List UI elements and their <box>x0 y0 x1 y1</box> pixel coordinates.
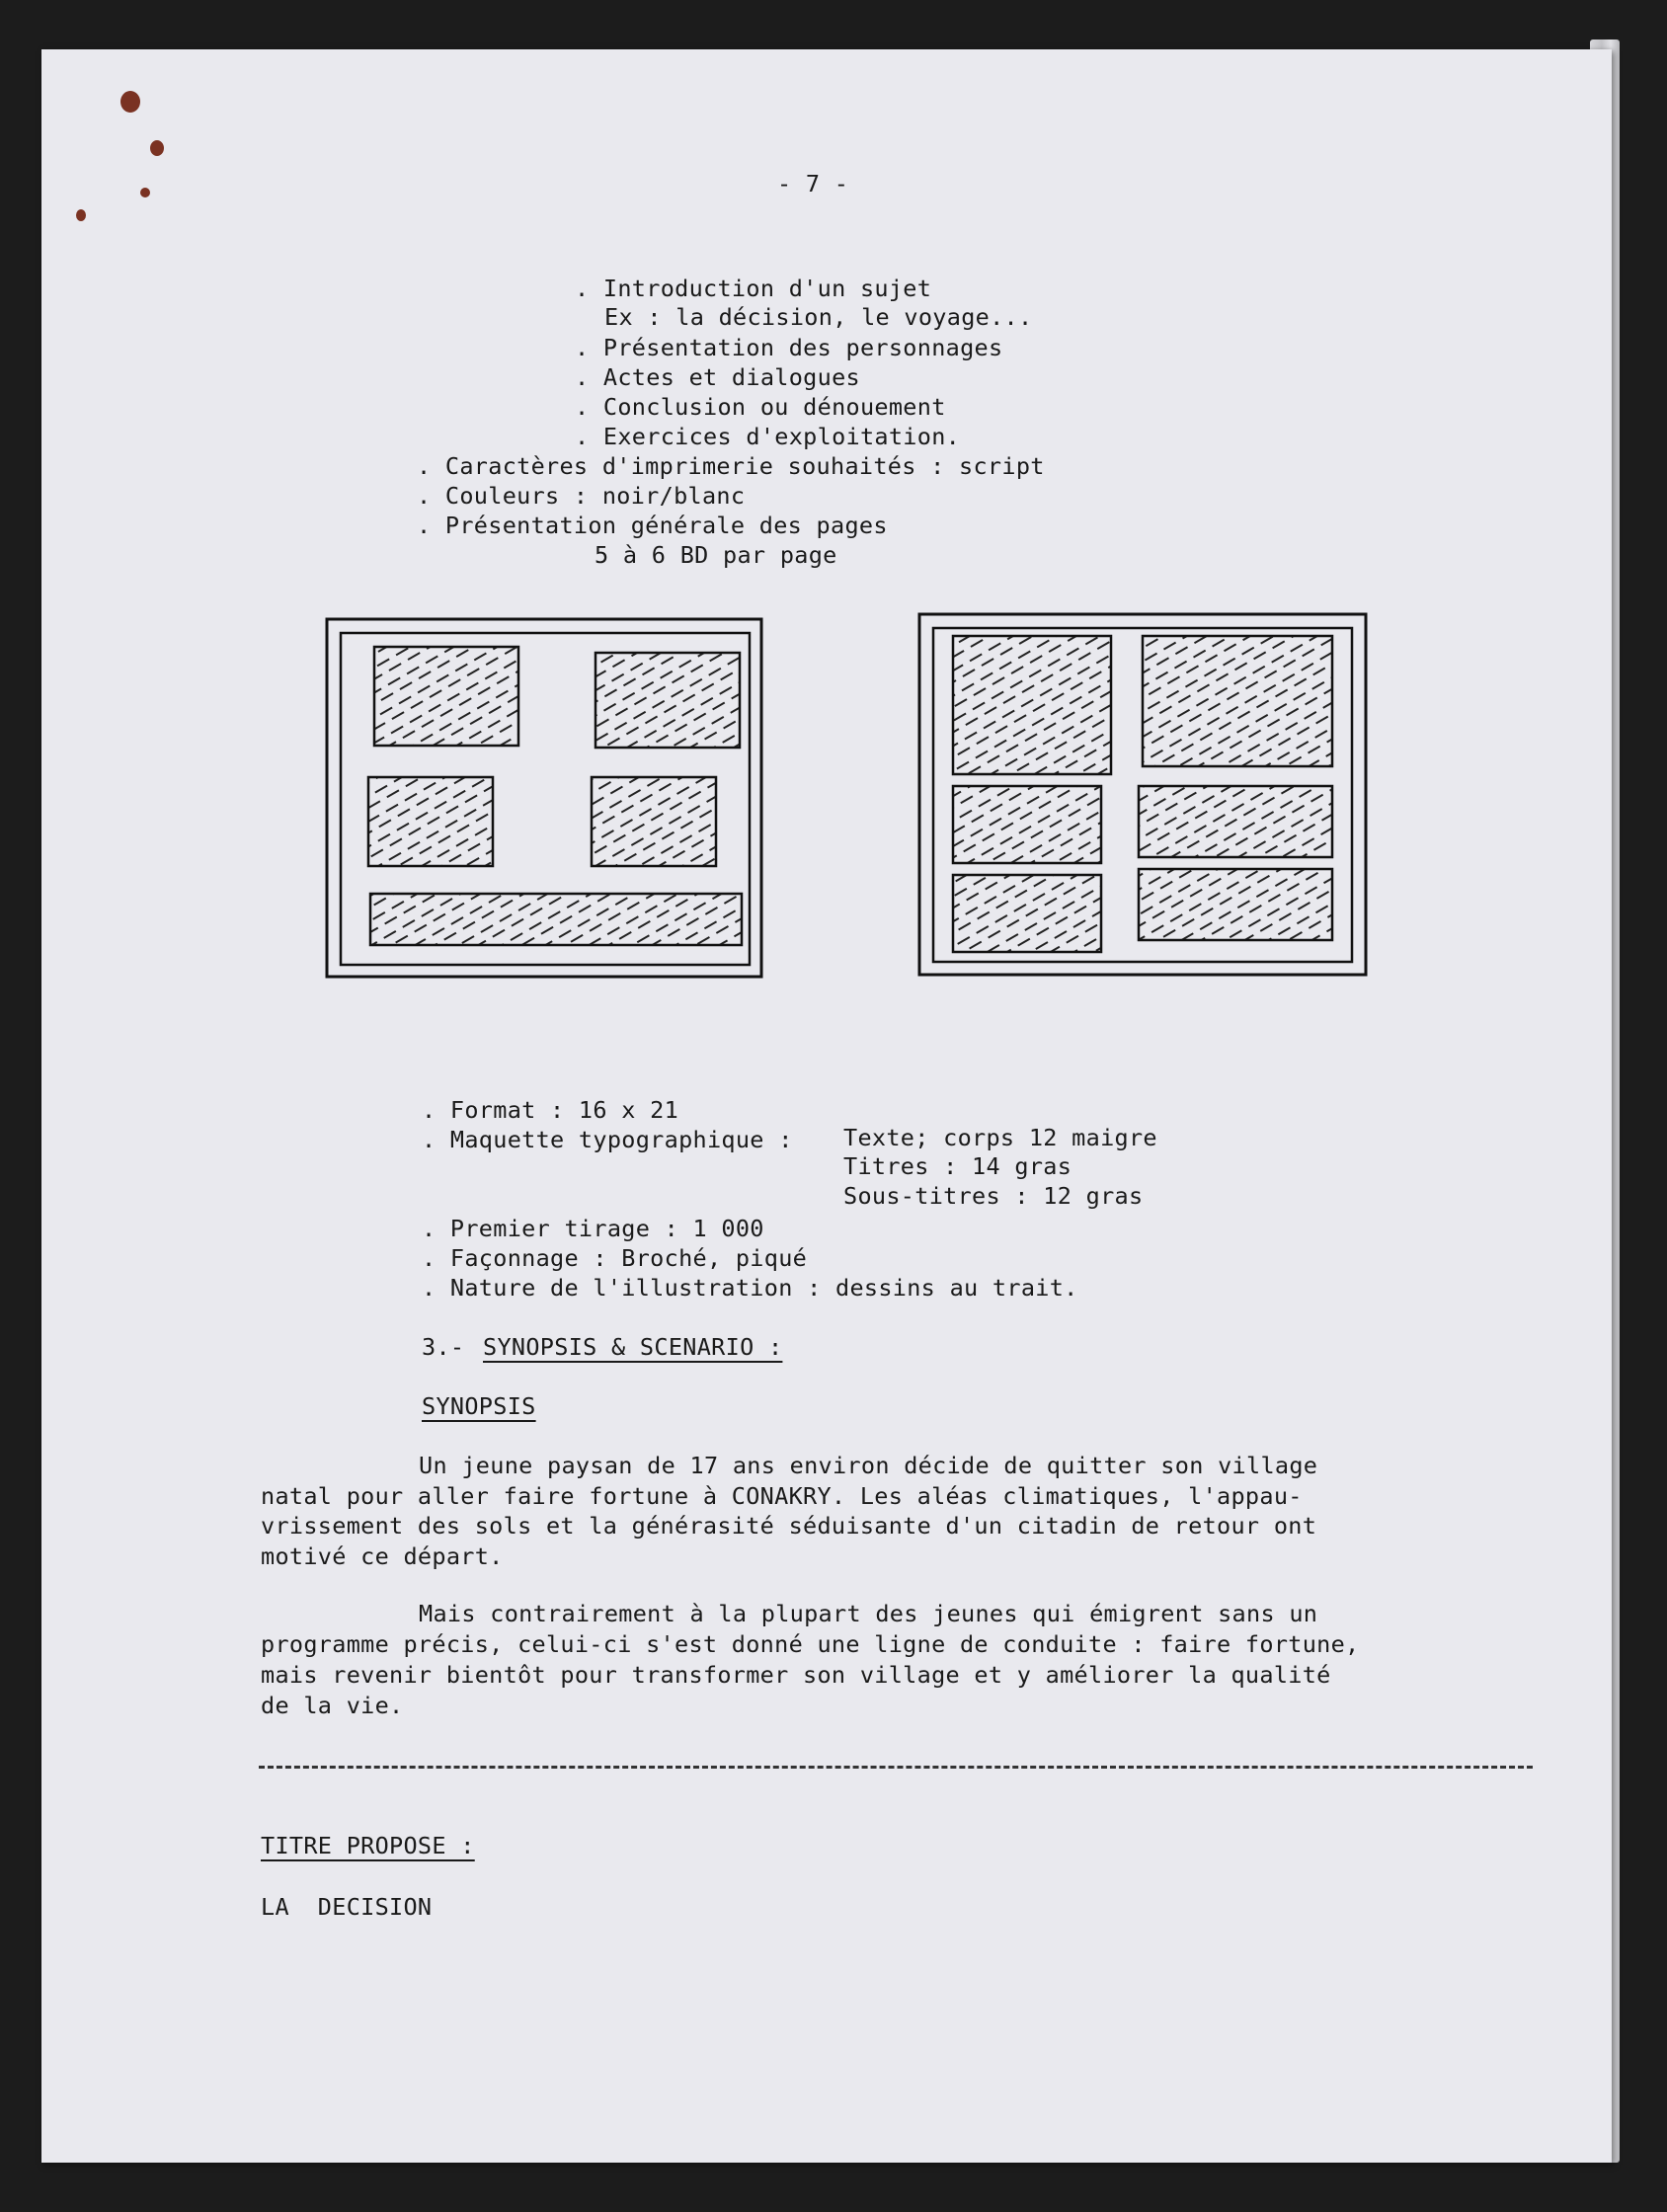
stain-mark <box>120 91 140 113</box>
structure-item: . Présentation des personnages <box>575 334 1003 361</box>
paragraph-line: motivé ce départ. <box>261 1542 504 1570</box>
structure-item: Ex : la décision, le voyage... <box>604 303 1033 331</box>
structure-item: . Exercices d'exploitation. <box>575 423 961 450</box>
paragraph-line: de la vie. <box>261 1692 404 1719</box>
spec-maquette-value: Titres : 14 gras <box>843 1152 1072 1180</box>
document-page <box>41 49 1612 2163</box>
stain-mark <box>76 209 86 221</box>
structure-item: . Actes et dialogues <box>575 363 860 391</box>
synopsis-heading: SYNOPSIS <box>422 1392 536 1420</box>
paragraph-line: Un jeune paysan de 17 ans environ décide de quitter son village <box>419 1452 1318 1479</box>
paragraph-line: Mais contrairement à la plupart des jeunes qui émigrent sans un <box>419 1600 1318 1627</box>
spec-item: . Nature de l'illustration : dessins au trait. <box>422 1274 1078 1302</box>
layout-sketch-right <box>915 610 1370 981</box>
page-number: - 7 - <box>777 170 849 198</box>
layout-sketch-left <box>323 615 767 981</box>
spec-maquette-label: . Maquette typographique : <box>422 1126 793 1153</box>
dashed-separator <box>259 1766 1533 1769</box>
spec-item: . Présentation générale des pages <box>417 512 888 539</box>
title-label: TITRE PROPOSE : <box>261 1832 475 1859</box>
section-number: 3.- <box>422 1333 465 1361</box>
title-value: LA DECISION <box>261 1893 433 1921</box>
paragraph-line: natal pour aller faire fortune à CONAKRY. Les aléas climatiques, l'appau- <box>261 1482 1303 1510</box>
stain-mark <box>150 140 164 156</box>
section-title: SYNOPSIS & SCENARIO : <box>483 1333 783 1361</box>
spec-item: . Façonnage : Broché, piqué <box>422 1244 808 1272</box>
spec-item: . Premier tirage : 1 000 <box>422 1215 764 1242</box>
spec-item: . Couleurs : noir/blanc <box>417 482 746 510</box>
spec-format: . Format : 16 x 21 <box>422 1096 679 1124</box>
spec-maquette-value: Texte; corps 12 maigre <box>843 1124 1157 1151</box>
stain-mark <box>140 188 150 198</box>
paragraph-line: mais revenir bientôt pour transformer son village et y améliorer la qualité <box>261 1661 1331 1689</box>
structure-item: . Introduction d'un sujet <box>575 275 932 302</box>
structure-item: . Conclusion ou dénouement <box>575 393 946 421</box>
layout-note: 5 à 6 BD par page <box>595 541 837 569</box>
paragraph-line: programme précis, celui-ci s'est donné une ligne de conduite : faire fortune, <box>261 1630 1360 1658</box>
spec-maquette-value: Sous-titres : 12 gras <box>843 1182 1144 1210</box>
spec-item: . Caractères d'imprimerie souhaités : script <box>417 452 1045 480</box>
paragraph-line: vrissement des sols et la générasité séduisante d'un citadin de retour ont <box>261 1512 1317 1540</box>
